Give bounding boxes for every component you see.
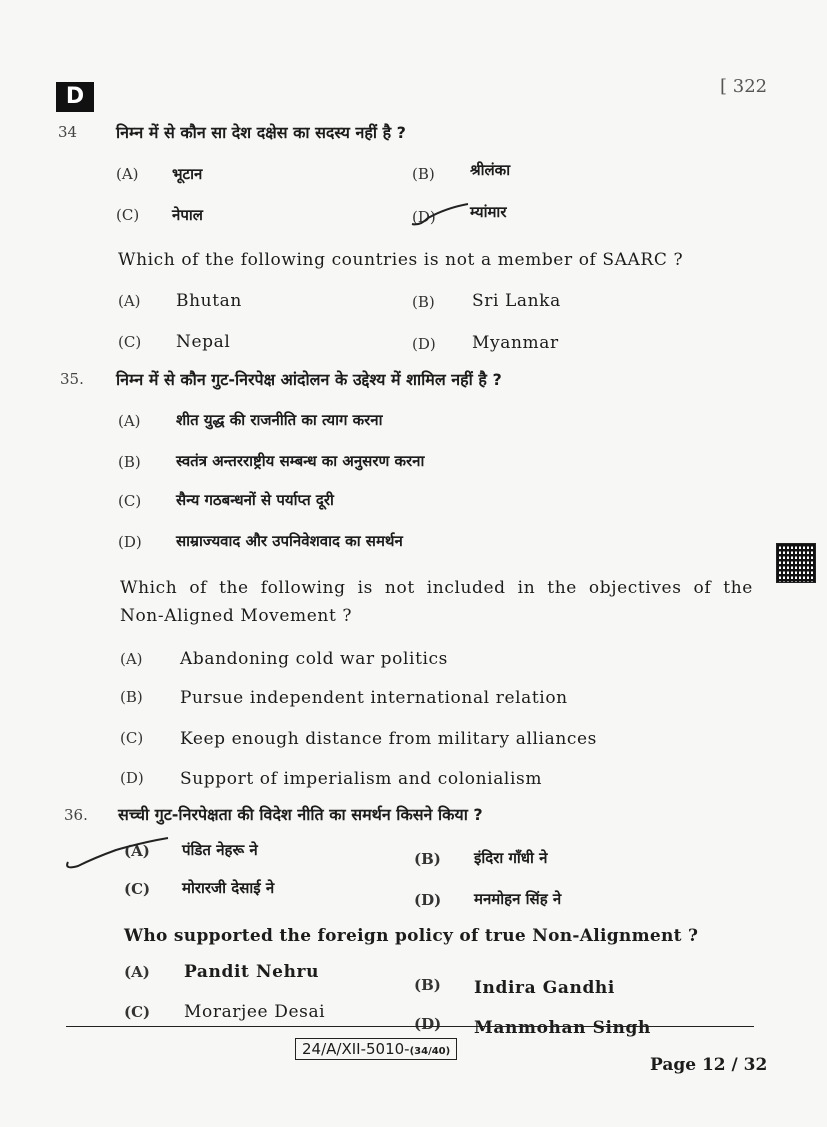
question-34-english: Which of the following countries is not a member of SAARC ? [118,250,684,270]
q36-hindi-option-a: पंडित नेहरू ने [182,841,258,859]
q36-english-option-a-label: (A) [124,963,150,981]
q34-hindi-option-d-label: (D) [412,208,436,226]
q36-hindi-option-d: मनमोहन सिंह ने [474,890,562,908]
paper-code [295,1038,457,1060]
paper-code-sub: (34/40) [409,1046,451,1057]
q34-english-option-d: Myanmar [472,333,559,353]
q36-hindi-option-c: मोरारजी देसाई ने [182,879,275,897]
q36-english-option-d: Manmohan Singh [474,1018,651,1038]
pen-tick-mark-q34 [406,200,476,230]
q35-english-option-d: Support of imperialism and colonialism [180,769,543,789]
q35-english-option-a: Abandoning cold war politics [180,649,448,669]
q35-hindi-option-b-label: (B) [118,453,141,471]
question-35-number: 35. [60,370,84,388]
q34-english-option-c-label: (C) [118,333,142,351]
q35-hindi-option-a: शीत युद्ध की राजनीति का त्याग करना [176,411,383,429]
q35-english-option-c-label: (C) [120,729,144,747]
q35-english-option-c: Keep enough distance from military alliances [180,729,597,749]
question-34-number: 34 [58,123,78,141]
pen-tick-mark-q36 [64,836,174,876]
q36-english-option-b: Indira Gandhi [474,978,615,998]
q35-hindi-option-d-label: (D) [118,533,142,551]
q36-english-option-a: Pandit Nehru [184,962,320,982]
question-35-hindi: निम्न में से कौन गुट-निरपेक्ष आंदोलन के उद्देश्य में शामिल नहीं है ? [116,370,502,389]
q34-english-option-c: Nepal [176,332,231,352]
q35-hindi-option-b: स्वतंत्र अन्तरराष्ट्रीय सम्बन्ध का अनुसरण करना [176,452,425,470]
q36-hindi-option-b: इंदिरा गाँधी ने [474,849,548,867]
page-reference: [ 322 [720,76,768,97]
q34-english-option-a: Bhutan [176,291,242,311]
question-35-english-line1: Which of the following is not included in the objectives of the [120,578,753,598]
q35-english-option-d-label: (D) [120,769,144,787]
q34-english-option-a-label: (A) [118,292,141,310]
footer-rule [66,1026,754,1027]
question-36-hindi: सच्ची गुट-निरपेक्षता की विदेश नीति का समर्थन किसने किया ? [118,805,483,824]
q34-english-option-b: Sri Lanka [472,291,561,311]
question-36-english: Who supported the foreign policy of true Non-Alignment ? [124,926,699,946]
q36-english-option-c: Morarjee Desai [184,1002,326,1022]
question-34-hindi: निम्न में से कौन सा देश दक्षेस का सदस्य नहीं है ? [116,123,406,142]
q36-english-option-c-label: (C) [124,1003,151,1021]
q35-hindi-option-c-label: (C) [118,492,142,510]
q34-hindi-option-c: नेपाल [172,206,203,224]
paper-code-main: 24/A/XII-5010- [302,1040,410,1058]
q35-hindi-option-a-label: (A) [118,412,141,430]
qr-code [776,543,816,583]
q34-hindi-option-b-label: (B) [412,165,435,183]
q34-hindi-option-c-label: (C) [116,206,140,224]
q35-english-option-a-label: (A) [120,650,143,668]
q34-english-option-d-label: (D) [412,335,436,353]
q34-hindi-option-a: भूटान [172,165,203,183]
q36-english-option-b-label: (B) [414,976,441,994]
q35-english-option-b: Pursue independent international relation [180,688,568,708]
q36-hindi-option-d-label: (D) [414,891,442,909]
q34-hindi-option-d: म्यांमार [470,203,507,221]
q36-hindi-option-c-label: (C) [124,880,151,898]
q35-english-option-b-label: (B) [120,688,143,706]
question-36-number: 36. [64,806,88,824]
q35-hindi-option-d: साम्राज्यवाद और उपनिवेशवाद का समर्थन [176,532,403,550]
q34-hindi-option-b: श्रीलंका [470,161,511,179]
q34-hindi-option-a-label: (A) [116,165,139,183]
question-35-english-line2: Non-Aligned Movement ? [120,606,353,626]
q36-hindi-option-a-label: (A) [124,842,150,860]
q36-hindi-option-b-label: (B) [414,850,441,868]
q35-hindi-option-c: सैन्य गठबन्धनों से पर्याप्त दूरी [176,491,334,509]
q36-english-option-d-label: (D) [414,1015,442,1033]
page-number: Page 12 / 32 [650,1055,768,1075]
series-badge: D [56,82,94,112]
q34-english-option-b-label: (B) [412,293,435,311]
